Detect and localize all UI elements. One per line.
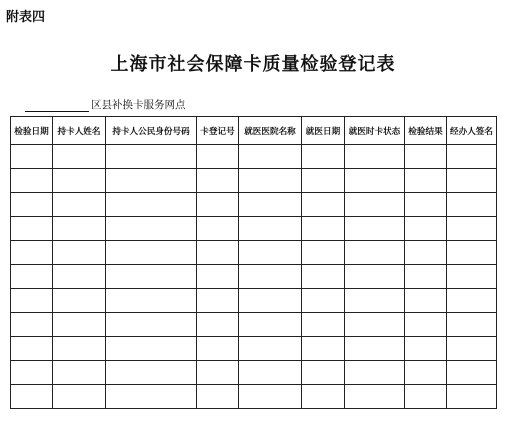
table-cell	[197, 265, 239, 289]
table-cell	[345, 385, 405, 409]
table-row	[11, 361, 497, 385]
table-cell	[11, 169, 53, 193]
table-cell	[302, 217, 345, 241]
table-cell	[302, 193, 345, 217]
table-cell	[53, 385, 106, 409]
table-cell	[447, 217, 497, 241]
table-cell	[106, 289, 197, 313]
header-row	[11, 117, 497, 145]
table-cell	[11, 313, 53, 337]
table-cell	[239, 217, 302, 241]
table-cell	[11, 241, 53, 265]
table-cell	[405, 313, 447, 337]
col-cardholder-name: 持卡人姓名	[53, 117, 106, 145]
col-visit-date: 就医日期	[302, 117, 345, 145]
table-cell	[106, 145, 197, 169]
table-cell	[447, 145, 497, 169]
table-cell	[302, 169, 345, 193]
table-cell	[239, 385, 302, 409]
table-cell	[11, 193, 53, 217]
table-cell	[345, 241, 405, 265]
registration-table	[10, 116, 497, 409]
table-cell	[239, 145, 302, 169]
outlet-line	[25, 96, 186, 112]
table-cell	[106, 337, 197, 361]
table-cell	[447, 265, 497, 289]
table-cell	[302, 385, 345, 409]
table-cell	[302, 313, 345, 337]
table-cell	[405, 361, 447, 385]
table-cell	[405, 145, 447, 169]
outlet-label: 区县补换卡服务网点	[91, 99, 186, 111]
table-cell	[345, 265, 405, 289]
table-cell	[53, 361, 106, 385]
table-cell	[11, 361, 53, 385]
table-cell	[239, 313, 302, 337]
table-row	[11, 145, 497, 169]
table-cell	[197, 241, 239, 265]
appendix-label: 附表四	[6, 10, 46, 25]
table-cell	[239, 361, 302, 385]
table-cell	[239, 193, 302, 217]
table-row	[11, 385, 497, 409]
table-cell	[345, 337, 405, 361]
table-cell	[302, 241, 345, 265]
table-cell	[447, 193, 497, 217]
col-card-reg-no: 卡登记号	[197, 117, 239, 145]
table-cell	[345, 361, 405, 385]
table-cell	[345, 217, 405, 241]
table-cell	[447, 361, 497, 385]
table-row	[11, 337, 497, 361]
table-cell	[53, 241, 106, 265]
table-cell	[405, 193, 447, 217]
table-cell	[53, 337, 106, 361]
table-cell	[11, 385, 53, 409]
table-cell	[106, 241, 197, 265]
table-cell	[197, 385, 239, 409]
table-cell	[106, 385, 197, 409]
table-cell	[405, 385, 447, 409]
table-cell	[302, 265, 345, 289]
table-cell	[106, 313, 197, 337]
table-cell	[447, 313, 497, 337]
table-cell	[345, 145, 405, 169]
table-cell	[345, 289, 405, 313]
table-cell	[239, 289, 302, 313]
table-cell	[302, 337, 345, 361]
table-cell	[106, 193, 197, 217]
table-cell	[447, 241, 497, 265]
table-cell	[239, 169, 302, 193]
table-cell	[239, 337, 302, 361]
table-cell	[302, 289, 345, 313]
table-cell	[345, 193, 405, 217]
table-cell	[53, 169, 106, 193]
page-title: 上海市社会保障卡质量检验登记表	[110, 54, 396, 75]
table-cell	[11, 265, 53, 289]
table-cell	[53, 265, 106, 289]
table-row	[11, 265, 497, 289]
table-cell	[345, 313, 405, 337]
table-cell	[447, 169, 497, 193]
col-inspection-result: 检验结果	[405, 117, 447, 145]
table-cell	[197, 337, 239, 361]
table-cell	[405, 217, 447, 241]
table-cell	[106, 217, 197, 241]
table-cell	[53, 193, 106, 217]
table-cell	[447, 385, 497, 409]
table-cell	[197, 169, 239, 193]
table-cell	[302, 361, 345, 385]
table-cell	[405, 289, 447, 313]
table-row	[11, 169, 497, 193]
table-cell	[405, 337, 447, 361]
col-inspection-date: 检验日期	[11, 117, 53, 145]
table-cell	[405, 169, 447, 193]
table-cell	[405, 265, 447, 289]
table-cell	[197, 289, 239, 313]
table-cell	[11, 337, 53, 361]
table-row	[11, 289, 497, 313]
table-cell	[197, 145, 239, 169]
table-cell	[197, 361, 239, 385]
table-cell	[239, 241, 302, 265]
table-cell	[11, 145, 53, 169]
col-card-status: 就医时卡状态	[345, 117, 405, 145]
outlet-blank	[25, 98, 89, 112]
table-cell	[53, 289, 106, 313]
table-cell	[106, 169, 197, 193]
table-row	[11, 217, 497, 241]
table-cell	[197, 313, 239, 337]
table-cell	[53, 217, 106, 241]
table-cell	[405, 241, 447, 265]
col-cardholder-id: 持卡人公民身份号码	[106, 117, 197, 145]
table-cell	[53, 313, 106, 337]
table-cell	[197, 217, 239, 241]
table-cell	[345, 169, 405, 193]
table-cell	[106, 361, 197, 385]
col-handler-signature: 经办人签名	[447, 117, 497, 145]
table-cell	[11, 217, 53, 241]
table-row	[11, 193, 497, 217]
table-cell	[447, 289, 497, 313]
table-cell	[53, 145, 106, 169]
table-row	[11, 313, 497, 337]
table-row	[11, 241, 497, 265]
table-cell	[106, 265, 197, 289]
col-hospital-name: 就医医院名称	[239, 117, 302, 145]
table-cell	[302, 145, 345, 169]
table-cell	[239, 265, 302, 289]
table-cell	[197, 193, 239, 217]
table-cell	[447, 337, 497, 361]
table-cell	[11, 289, 53, 313]
